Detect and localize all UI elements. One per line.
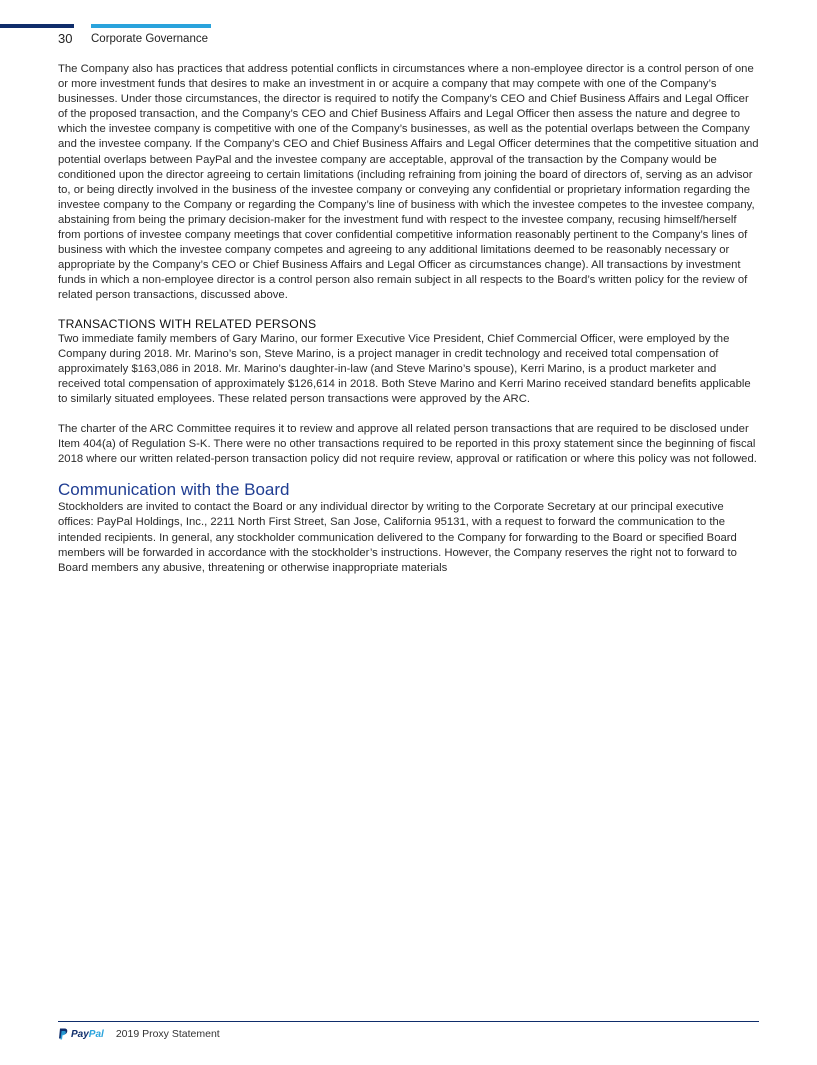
related-paragraph-1: Two immediate family members of Gary Marino, our former Executive Vice President, Chief Commercial Officer, were employed by the Company during 2018. Mr. Marino’s son, Steve Marino, is a project manager in credit technology and received total compensation of approximately $163,086 in 2018. Mr. Marino’s daughter-in-law (and Steve Marino’s spouse), Kerri Marino, is a product marketer and received total compensation of approximately $126,614 in 2018. Both Steve Marino and Kerri Marino received standard benefits applicable to similarly situated employees. These related person transactions were approved by the ARC.	[58, 332, 751, 405]
header-accent-bar-light	[91, 24, 211, 28]
footer	[58, 1027, 220, 1041]
footer-divider	[58, 1021, 759, 1022]
related-persons-heading: TRANSACTIONS WITH RELATED PERSONS	[58, 316, 317, 331]
paragraph-spacer	[58, 407, 760, 422]
paypal-logo	[58, 1028, 104, 1040]
page-number: 30	[58, 31, 73, 46]
document-label: 2019 Proxy Statement	[115, 1028, 220, 1040]
related-paragraph-2: The charter of the ARC Committee requires it to review and approve all related person transactions that are required to be disclosed under Item 404(a) of Regulation S-K. There were no other transactions required to be reported in this proxy statement since the beginning of fiscal 2018 where our written related-person transaction policy did not require review, approval or ratification or where this policy was not followed.	[58, 423, 757, 466]
header-accent-bar-dark	[0, 24, 74, 28]
section-title-header: Corporate Governance	[91, 33, 208, 45]
communication-heading: Communication with the Board	[58, 480, 290, 500]
communication-paragraph: Stockholders are invited to contact the Board or any individual director by writing to the Corporate Secretary at our principal executive offices: PayPal Holdings, Inc., 2211 North First Street, San Jose, California 95131, with a request to forward the communication to the intended recipients. In general, any stockholder communication delivered to the Company for forwarding to the Board or specified Board members will be forwarded in accordance with the stockholder’s instructions. However, the Company reserves the right not to forward to Board members any abusive, threatening or otherwise inappropriate materials	[58, 501, 737, 574]
paypal-p-icon	[58, 1028, 68, 1040]
logo-text-pay: Pay	[71, 1028, 89, 1040]
logo-text-pal: Pal	[88, 1028, 104, 1040]
main-content	[58, 62, 760, 576]
intro-paragraph: The Company also has practices that address potential conflicts in circumstances where a non-employee director is a control person of one or more investment funds that desires to make an investment in or acquire a company that may compete with one of the Company’s businesses. Under those circumstances, the director is required to notify the Company’s CEO and Chief Business Affairs and Legal Officer of the proposed transaction, and the Company’s CEO and Chief Business Affairs and Legal Officer then assess the nature and degree to which the investee company is competitive with one of the Company’s businesses, as well as the potential overlaps between the Company and the investee company. If the Company’s CEO and Chief Business Affairs and Legal Officer determines that the competitive situation and potential overlaps between PayPal and the investee company are acceptable, approval of the transaction by the Company would be conditioned upon the director agreeing to certain limitations (including refraining from joining the board of directors of, serving as an advisor to, or being directly involved in the business of the investee company or conveying any confidential or proprietary information regarding the investee company to the Company or regarding the Company’s line of business with which the investee competes to the investee company, abstaining from being the primary decision-maker for the investment fund with respect to the investee company, recusing himself/herself from portions of investee company meetings that cover confidential competitive information reasonably pertinent to the Company’s lines of business with which the investee company competes and agreeing to any additional limitations deemed to be reasonably necessary or appropriate by the Company’s CEO or Chief Business Affairs and Legal Officer as circumstances change). All transactions by investment funds in which a non-employee director is a control person also remain subject in all respects to the Board’s written policy for the review of related person transactions, discussed above.	[58, 63, 759, 302]
